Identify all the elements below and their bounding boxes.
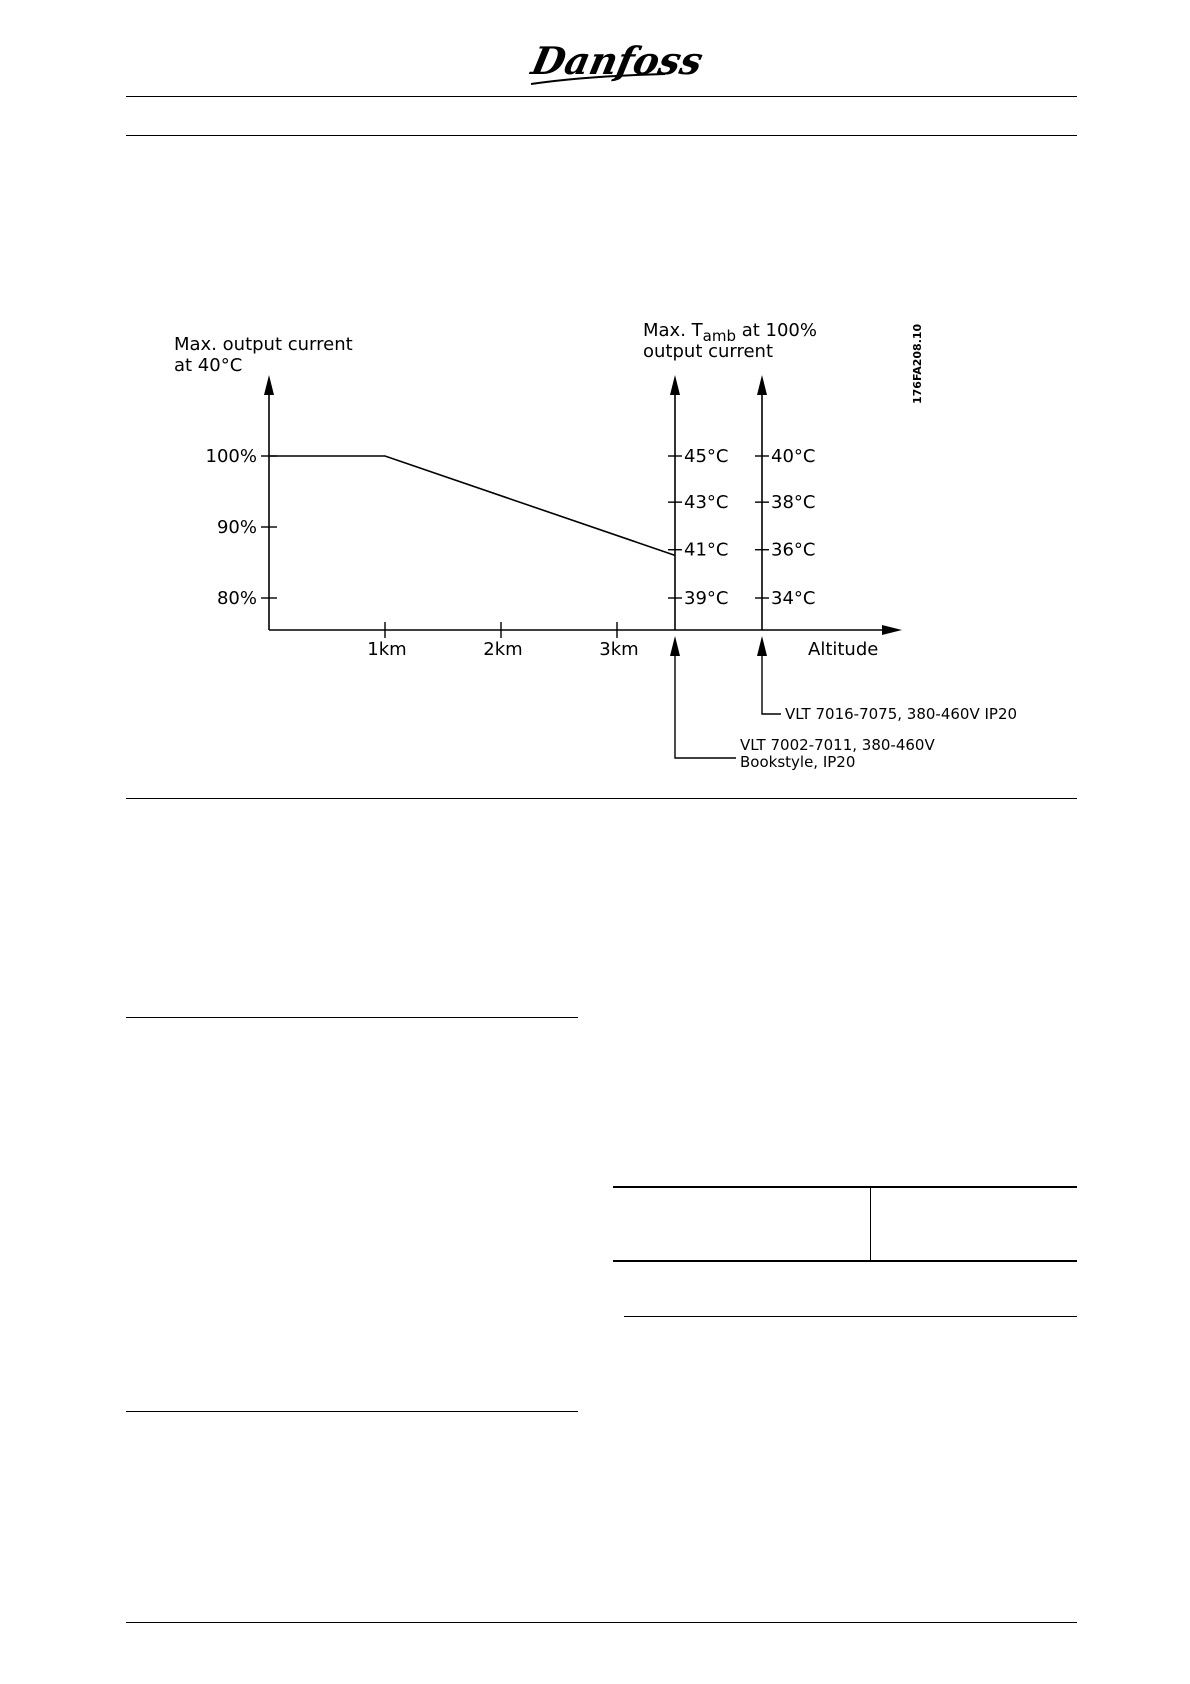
secondary-tick-label: 45°C [684,446,729,467]
y-axis-label-line2: at 40°C [174,355,243,376]
secondary-axis-label-line1: Max. $T_{amb}$ at 100% [643,320,817,345]
secondary-axis-label-line2: output current [643,341,774,362]
secondary-tick-label: 34°C [771,588,816,609]
y-tick-label: 100% [205,446,257,467]
secondary-tick-label: 39°C [684,588,729,609]
y-tick-label: 80% [216,588,257,609]
secondary-tick-label: 43°C [684,492,729,514]
y-tick-label: 90% [216,517,257,538]
footer-rule [126,1622,1077,1623]
model-note: VLT 7016-7075, 380-460V IP20 [785,705,1018,723]
x-axis-arrowhead [882,625,902,635]
table-bottom-rule [613,1260,1077,1262]
logo-text: Danfoss [527,39,707,84]
secondary-tick-label: 41°C [684,539,729,561]
left-section-rule-2 [126,1411,578,1412]
table-column-divider [870,1187,871,1261]
secondary-axis-arrowhead [757,375,767,395]
figure-code: 176FA208.10 [911,323,924,404]
x-tick-label: 1km [367,639,407,660]
secondary-tick-label: 38°C [771,492,816,514]
series-line [269,456,675,555]
pointer-leader-line [675,650,736,758]
x-axis-label: Altitude [808,639,879,660]
left-section-rule-1 [126,1017,578,1018]
secondary-axis-arrowhead [670,375,680,395]
right-section-rule [624,1316,1077,1317]
secondary-tick-label: 36°C [771,539,816,561]
model-note: Bookstyle, IP20 [740,753,856,771]
table-top-rule [613,1186,1077,1188]
pointer-leader-line [762,650,781,714]
altitude-derating-chart [0,0,1190,800]
secondary-tick-label: 40°C [771,446,816,467]
y-axis-label-line1: Max. output current [174,334,353,355]
model-note: VLT 7002-7011, 380-460V [740,736,935,754]
x-tick-label: 3km [599,639,639,660]
y-axis-arrowhead [264,375,274,395]
x-tick-label: 2km [483,639,523,660]
